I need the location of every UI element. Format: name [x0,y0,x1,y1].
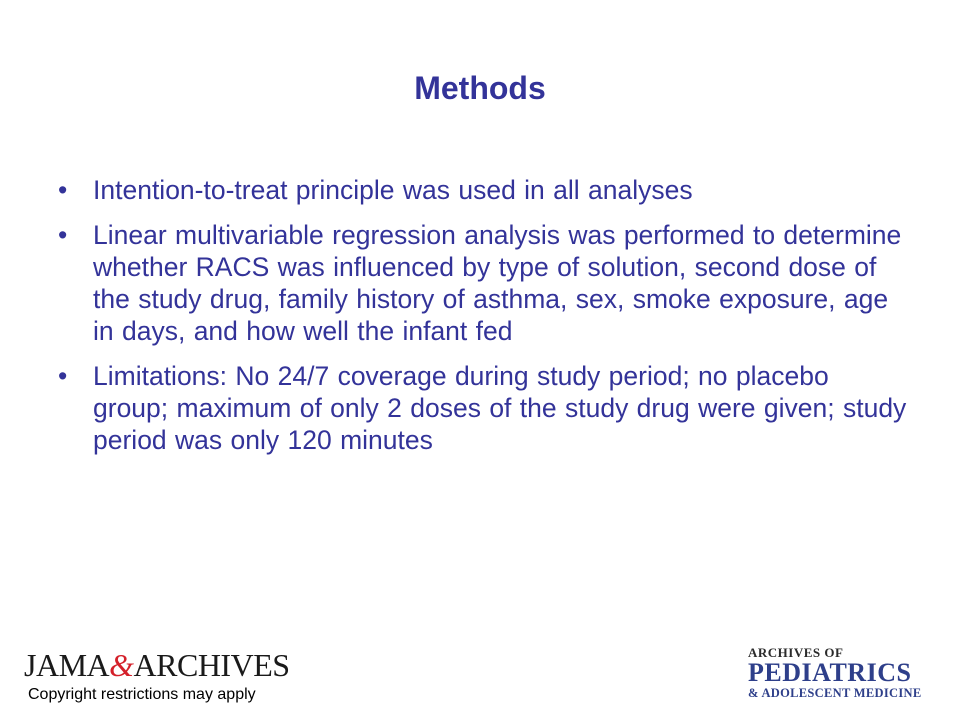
logo-archives-text: ARCHIVES [133,647,290,683]
bullet-item [58,360,908,456]
copyright-notice: Copyright restrictions may apply [28,686,256,703]
bullet-text: Limitations: No 24/7 coverage during study period; no placebo group; maximum of only 2 doses of the study drug were given; study period was only 120 minutes [93,361,907,455]
journal-logo-line2: PEDIATRICS [748,658,912,687]
jama-archives-logo [24,648,290,682]
journal-logo-line3: & ADOLESCENT MEDICINE [748,686,922,700]
footer-left [24,648,290,704]
journal-logo-line1: ARCHIVES OF [748,645,844,660]
logo-jama-text: JAMA [24,647,110,683]
bullet-list [58,174,908,469]
slide-title: Methods [414,70,546,106]
bullet-icon: • [58,220,68,250]
bullet-icon: • [58,175,68,205]
logo-ampersand: & [109,647,134,683]
bullet-item [58,219,908,347]
bullet-text: Intention-to-treat principle was used in all analyses [93,175,693,205]
journal-logo [748,646,948,700]
bullet-text: Linear multivariable regression analysis was performed to determine whether RACS was influenced by type of solution, second dose of the study drug, family history of asthma, sex, smoke exposure, age in days, and how well the infant fed [93,220,902,346]
bullet-icon: • [58,361,68,391]
bullet-item [58,174,908,206]
